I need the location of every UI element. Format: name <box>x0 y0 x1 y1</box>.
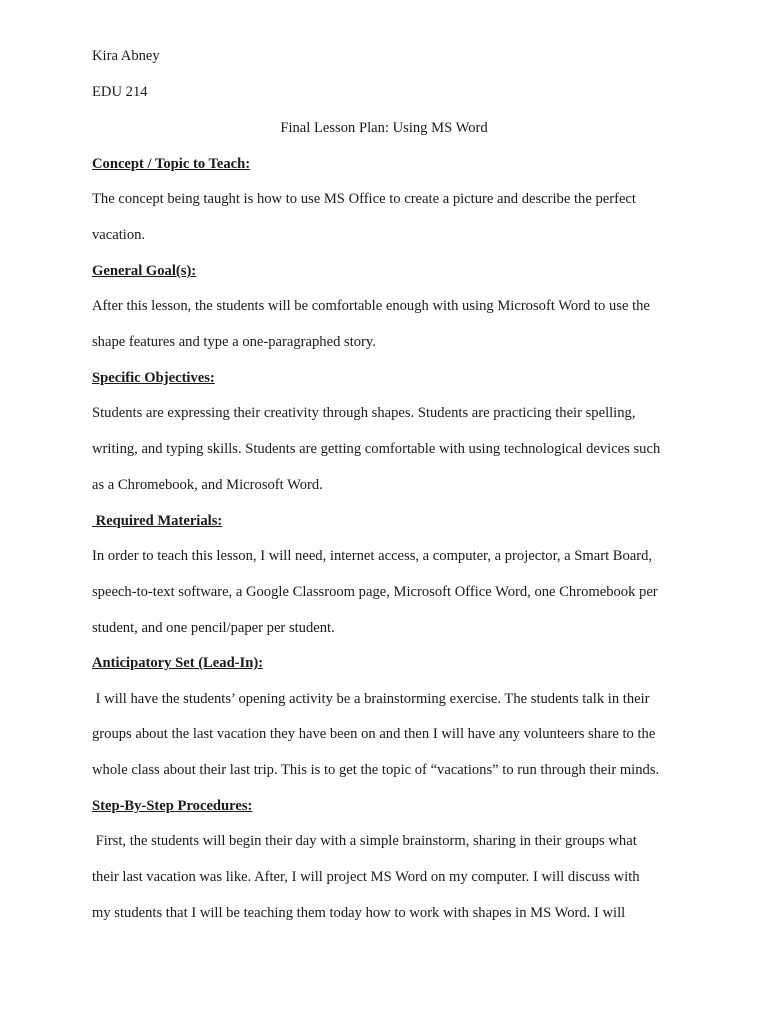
procedures-text-line: my students that I will be teaching them today how to work with shapes in MS Word. I will <box>92 905 626 921</box>
general-goals-text-line: shape features and type a one-paragraphed story. <box>92 334 376 350</box>
concept-text-line: vacation. <box>92 227 146 243</box>
anticipatory-set-text-line: whole class about their last trip. This is to get the topic of “vacations” to run through their minds. <box>92 762 660 778</box>
anticipatory-set-text-line: groups about the last vacation they have been on and then I will have any volunteers share to the <box>92 726 656 742</box>
procedures-text-line: their last vacation was like. After, I will project MS Word on my computer. I will discuss with <box>92 869 640 885</box>
concept-text-line: The concept being taught is how to use MS Office to create a picture and describe the perfect <box>92 191 636 207</box>
specific-objectives-text-line: as a Chromebook, and Microsoft Word. <box>92 477 323 493</box>
author-name: Kira Abney <box>92 48 160 64</box>
general-goals-heading: General Goal(s): <box>92 263 197 279</box>
required-materials-text-line: student, and one pencil/paper per student. <box>92 620 335 636</box>
concept-heading: Concept / Topic to Teach: <box>92 156 251 172</box>
required-materials-heading: Required Materials: <box>92 513 223 529</box>
anticipatory-set-heading: Anticipatory Set (Lead-In): <box>92 655 264 671</box>
procedures-heading: Step-By-Step Procedures: <box>92 798 253 814</box>
required-materials-text-line: In order to teach this lesson, I will need, internet access, a computer, a projector, a Smart Board, <box>92 548 653 564</box>
general-goals-text-line: After this lesson, the students will be comfortable enough with using Microsoft Word to use the <box>92 298 650 314</box>
anticipatory-set-text-line: I will have the students’ opening activity be a brainstorming exercise. The students talk in their <box>92 691 650 707</box>
specific-objectives-text-line: Students are expressing their creativity through shapes. Students are practicing their spelling, <box>92 405 636 421</box>
document-title: Final Lesson Plan: Using MS Word <box>280 120 488 136</box>
procedures-text-line: First, the students will begin their day with a simple brainstorm, sharing in their groups what <box>92 833 637 849</box>
course-code: EDU 214 <box>92 84 148 100</box>
specific-objectives-heading: Specific Objectives: <box>92 370 215 386</box>
required-materials-text-line: speech-to-text software, a Google Classroom page, Microsoft Office Word, one Chromebook per <box>92 584 658 600</box>
specific-objectives-text-line: writing, and typing skills. Students are getting comfortable with using technological devices such <box>92 441 661 457</box>
